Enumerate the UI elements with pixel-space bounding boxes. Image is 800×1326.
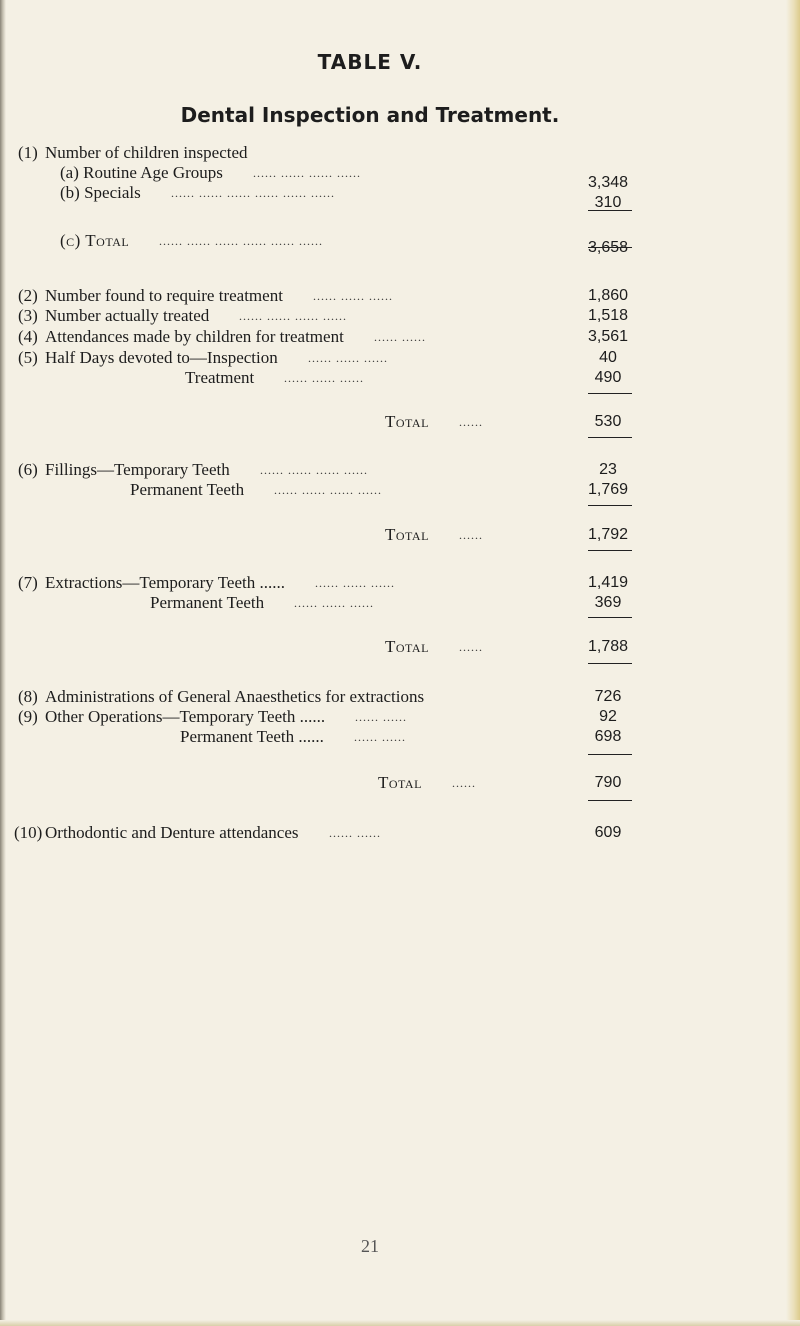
row-label: (c) Total <box>60 231 130 250</box>
row-value: 1,788 <box>587 638 629 655</box>
page-title: TABLE V. <box>317 50 423 74</box>
leader-dots: ...... <box>459 528 483 542</box>
total-rule <box>588 550 632 551</box>
item-number: (7) <box>18 573 38 592</box>
row-label: Attendances made by children for treatment <box>45 327 344 346</box>
table-row <box>0 237 800 259</box>
leader-dots: ...... ...... ...... ...... <box>260 463 368 477</box>
total-rule <box>588 247 632 248</box>
leader-dots: ...... ...... ...... <box>284 371 364 385</box>
table-row <box>0 411 800 433</box>
item-number: (5) <box>18 348 38 367</box>
leader-dots: ...... ...... <box>329 826 381 840</box>
row-label: Fillings—Temporary Teeth <box>45 460 230 479</box>
total-rule <box>588 393 632 394</box>
leader-dots: ...... ...... <box>355 710 407 724</box>
row-value: 1,518 <box>587 307 629 324</box>
table-row <box>0 326 800 348</box>
row-value: 310 <box>594 194 622 211</box>
row-label: Permanent Teeth <box>150 593 265 612</box>
leader-dots: ...... ...... ...... ...... <box>239 309 347 323</box>
row-value: 3,561 <box>587 328 629 345</box>
leader-dots: ...... ...... ...... <box>308 351 388 365</box>
leader-dots: ...... <box>459 640 483 654</box>
item-number: (3) <box>18 306 38 325</box>
row-value: 40 <box>599 349 617 366</box>
row-value: 698 <box>594 728 622 745</box>
table-row <box>0 142 800 164</box>
leader-dots: ...... ...... ...... ...... <box>274 483 382 497</box>
row-label: Total <box>385 525 429 544</box>
table-row <box>0 367 800 389</box>
row-value: 609 <box>594 824 622 841</box>
row-label: Number actually treated <box>45 306 210 325</box>
table-row <box>0 636 800 658</box>
leader-dots: ...... ...... ...... <box>315 576 395 590</box>
table-row <box>0 479 800 501</box>
leader-dots: ...... ...... ...... <box>294 596 374 610</box>
leader-dots: ...... <box>452 776 476 790</box>
row-label: Total <box>385 412 429 431</box>
row-value: 1,419 <box>587 574 629 591</box>
total-rule <box>588 210 632 211</box>
row-label: Half Days devoted to—Inspection <box>45 348 278 367</box>
leader-dots: ...... ...... ...... ...... ...... ...... <box>171 186 335 200</box>
table-row <box>0 192 800 214</box>
item-number: (6) <box>18 460 38 479</box>
row-value: 726 <box>594 688 622 705</box>
row-label: Total <box>385 637 429 656</box>
row-label: (b) Specials <box>60 183 141 202</box>
total-rule <box>588 617 632 618</box>
row-label: Permanent Teeth <box>130 480 245 499</box>
row-label: (a) Routine Age Groups <box>60 163 223 182</box>
row-value: 369 <box>594 594 622 611</box>
row-label: Total <box>378 773 422 792</box>
total-rule <box>588 437 632 438</box>
row-label: Orthodontic and Denture attendances <box>45 823 299 842</box>
row-value: 3,348 <box>587 174 629 191</box>
row-label: Number found to require treatment <box>45 286 283 305</box>
table-row <box>0 592 800 614</box>
leader-dots: ...... ...... ...... <box>313 289 393 303</box>
item-number: (9) <box>18 707 38 726</box>
page-number: 21 <box>361 1236 379 1256</box>
total-rule <box>588 505 632 506</box>
page-bottom-edge <box>0 1320 800 1326</box>
leader-dots: ...... ...... <box>374 330 426 344</box>
leader-dots: ...... ...... ...... ...... <box>253 166 361 180</box>
total-rule <box>588 754 632 755</box>
row-label: Administrations of General Anaesthetics for extractions <box>45 687 425 706</box>
row-value: 92 <box>599 708 617 725</box>
row-label: Permanent Teeth ...... <box>180 727 324 746</box>
table-row <box>0 772 800 794</box>
table-row <box>0 305 800 327</box>
row-value: 1,769 <box>587 481 629 498</box>
table-row <box>0 726 800 748</box>
table-row <box>0 706 800 728</box>
row-value: 790 <box>594 774 622 791</box>
table-row <box>0 524 800 546</box>
row-value: 1,860 <box>587 287 629 304</box>
row-label: Extractions—Temporary Teeth ...... <box>45 573 285 592</box>
row-value: 3,658 <box>587 239 629 256</box>
row-value: 530 <box>594 413 622 430</box>
leader-dots: ...... ...... <box>354 730 406 744</box>
table-row <box>0 459 800 481</box>
leader-dots: ...... <box>459 415 483 429</box>
row-label: Number of children inspected <box>45 143 248 162</box>
row-value: 23 <box>599 461 617 478</box>
table-row <box>0 347 800 369</box>
item-number: (4) <box>18 327 38 346</box>
total-rule <box>588 663 632 664</box>
leader-dots: ...... ...... ...... ...... ...... ...... <box>159 234 323 248</box>
row-label: Treatment <box>185 368 255 387</box>
table-row <box>0 686 800 708</box>
row-value: 490 <box>594 369 622 386</box>
item-number: (10) <box>14 823 43 842</box>
item-number: (8) <box>18 687 38 706</box>
table-row <box>0 285 800 307</box>
page-subtitle: Dental Inspection and Treatment. <box>180 103 560 127</box>
row-value: 1,792 <box>587 526 629 543</box>
row-label: Other Operations—Temporary Teeth ...... <box>45 707 326 726</box>
table-row <box>0 572 800 594</box>
table-row <box>0 822 800 844</box>
total-rule <box>588 800 632 801</box>
item-number: (1) <box>18 143 38 162</box>
item-number: (2) <box>18 286 38 305</box>
